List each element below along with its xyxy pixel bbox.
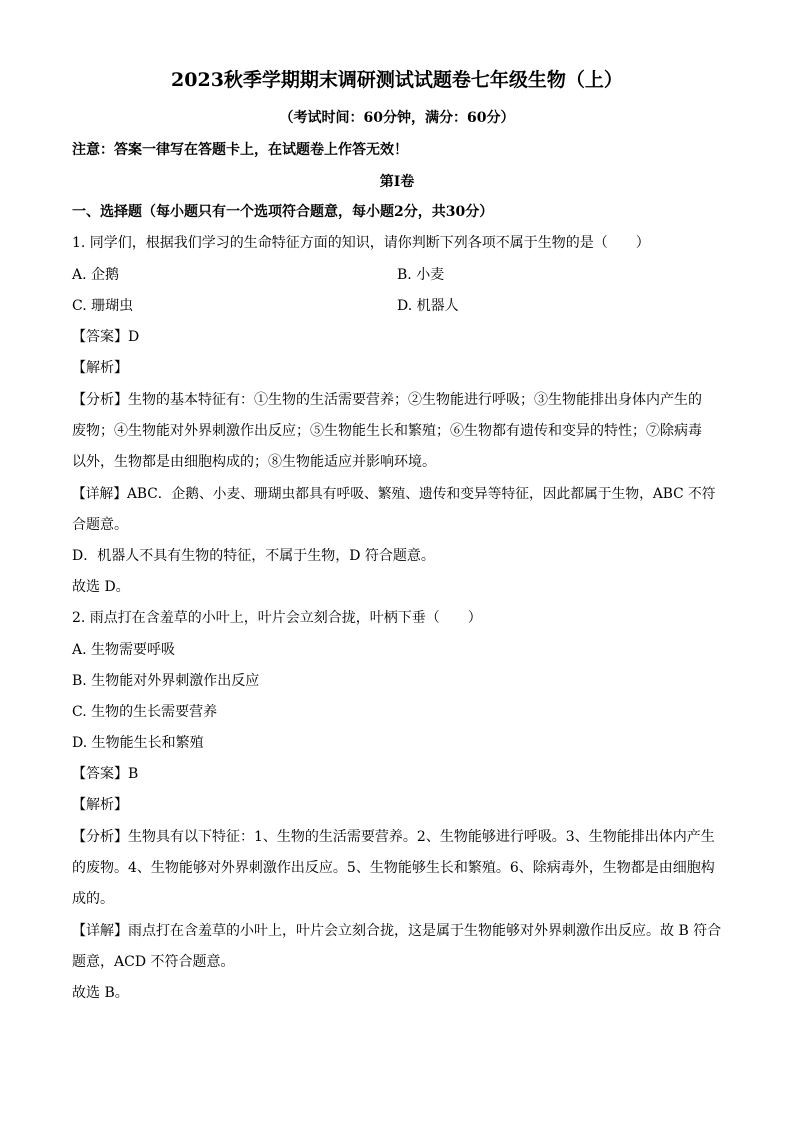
q2-fenxi-line-1: 【分析】生物具有以下特征：1、生物的生活需要营养。2、生物能够进行呼吸。3、生物能排出体内产生 xyxy=(72,829,715,845)
section-heading: 一、选择题（每小题只有一个选项符合题意，每小题2分，共30分） xyxy=(72,204,494,220)
q1-option-b: B. 小麦 xyxy=(397,267,445,283)
page-title: 2023秋季学期期末调研测试试题卷七年级生物（上） xyxy=(171,69,623,91)
q1-analysis-label: 【解析】 xyxy=(72,360,128,376)
q2-stem: 2. 雨点打在含羞草的小叶上，叶片会立刻合拢，叶柄下垂（ ） xyxy=(72,610,482,626)
q2-answer: 【答案】B xyxy=(72,766,139,782)
q2-conclusion: 故选 B。 xyxy=(72,985,129,1001)
q2-option-c: C. 生物的生长需要营养 xyxy=(72,704,218,720)
q1-option-c: C. 珊瑚虫 xyxy=(72,298,134,314)
q1-fenxi-line-1: 【分析】生物的基本特征有：①生物的生活需要营养；②生物能进行呼吸；③生物能排出身体内产生的 xyxy=(72,392,702,408)
q1-xiangjie-line-3: D．机器人不具有生物的特征，不属于生物，D 符合题意。 xyxy=(72,548,435,564)
q2-analysis-label: 【解析】 xyxy=(72,797,128,813)
q1-xiangjie-line-2: 合题意。 xyxy=(72,517,128,533)
q1-option-d: D. 机器人 xyxy=(397,298,459,314)
q2-option-a: A. 生物需要呼吸 xyxy=(72,642,176,658)
q2-xiangjie-line-2: 题意，ACD 不符合题意。 xyxy=(72,954,235,970)
q2-option-d: D. 生物能生长和繁殖 xyxy=(72,735,204,751)
q1-conclusion: 故选 D。 xyxy=(72,579,130,595)
notice: 注意：答案一律写在答题卡上，在试题卷上作答无效！ xyxy=(72,142,408,158)
q2-xiangjie-line-1: 【详解】雨点打在含羞草的小叶上，叶片会立刻合拢，这是属于生物能够对外界刺激作出反应。故 B 符合 xyxy=(72,923,722,939)
volume-heading: 第Ⅰ卷 xyxy=(379,174,415,190)
q2-fenxi-line-3: 成的。 xyxy=(72,891,114,907)
q2-option-b: B. 生物能对外界刺激作出反应 xyxy=(72,673,260,689)
q1-answer: 【答案】D xyxy=(72,329,140,345)
q1-stem: 1. 同学们，根据我们学习的生命特征方面的知识，请你判断下列各项不属于生物的是（ ） xyxy=(72,235,650,251)
q1-fenxi-line-2: 废物；④生物能对外界刺激作出反应；⑤生物能生长和繁殖；⑥生物都有遗传和变异的特性；⑦除病毒 xyxy=(72,423,702,439)
q1-xiangjie-line-1: 【详解】ABC．企鹅、小麦、珊瑚虫都具有呼吸、繁殖、遗传和变异等特征，因此都属于生物，ABC 不符 xyxy=(72,486,716,502)
q2-fenxi-line-2: 的废物。4、生物能够对外界刺激作出反应。5、生物能够生长和繁殖。6、除病毒外，生物都是由细胞构 xyxy=(72,860,715,876)
q1-option-a: A. 企鹅 xyxy=(72,267,120,283)
exam-info: （考试时间：60分钟，满分：60分） xyxy=(279,110,515,126)
q1-fenxi-line-3: 以外，生物都是由细胞构成的；⑧生物能适应并影响环境。 xyxy=(72,454,436,470)
